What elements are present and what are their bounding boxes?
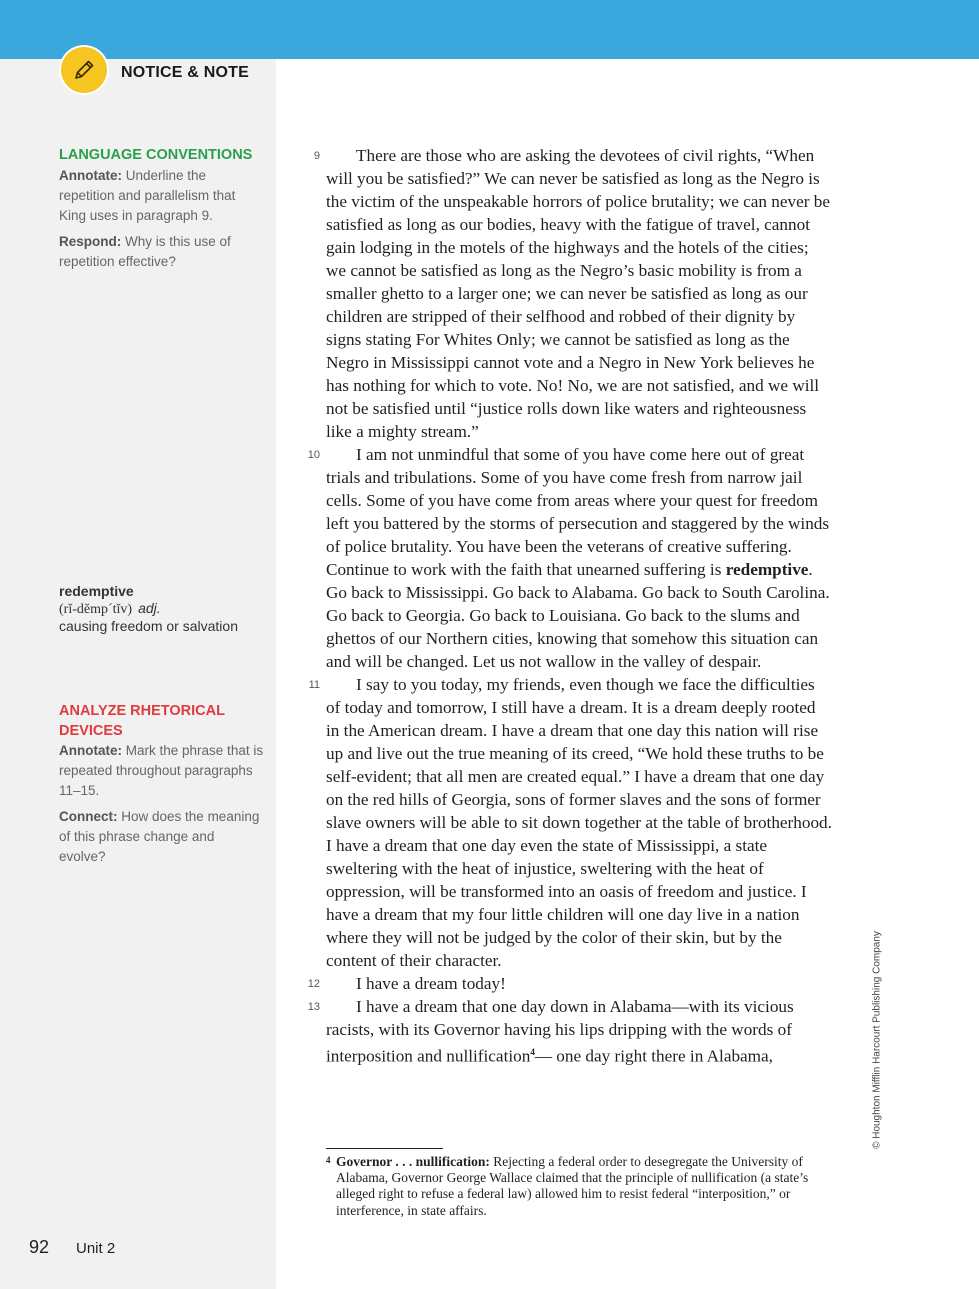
paragraph-text: . Go back to Mississippi. Go back to Alabama. Go back to South Carolina. Go back to Georgia. Go back to Louisiana. Go back to the slums and ghettos of our Northern cities, knowing that somehow this situation can and will be changed. Let us not wallow in the valley of despair. <box>326 560 830 671</box>
paragraph-number: 10 <box>307 449 320 461</box>
paragraph-number: 12 <box>307 978 320 990</box>
vocab-word: redemptive <box>59 583 134 599</box>
notice-note-title: NOTICE & NOTE <box>121 64 249 81</box>
paragraph-number: 13 <box>307 1001 320 1013</box>
vocab-pronunciation-line <box>59 600 264 619</box>
annotate-text: Underline the repetition and parallelism that King uses in paragraph 9. <box>59 167 236 223</box>
footnote <box>326 1154 831 1219</box>
vocabulary-entry <box>59 583 264 635</box>
paragraph-11 <box>308 673 832 972</box>
connect-instruction <box>59 807 264 867</box>
pencil-icon <box>71 57 97 83</box>
paragraph-text: I have a dream today! <box>356 974 506 993</box>
annotate-text: Mark the phrase that is repeated throughout paragraphs 11–15. <box>59 743 264 798</box>
paragraph-10 <box>307 443 832 673</box>
speech-text <box>307 144 832 1068</box>
annotate-label: Annotate: <box>59 167 122 183</box>
paragraph-12 <box>307 972 832 995</box>
paragraph-9 <box>313 144 832 443</box>
vocab-definition: causing freedom or salvation <box>59 618 238 634</box>
copyright-notice: © Houghton Mifflin Harcourt Publishing Company <box>871 931 883 1149</box>
paragraph-text: There are those who are asking the devotees of civil rights, “When will you be satisfied?” We can never be satisfied as long as the Negro is the victim of the unspeakable horrors of police brutality; we can never be satisfied as long as our bodies, heavy with the fatigue of travel, cannot gain lodging in the motels of the highways and the hotels of the cities; we cannot be satisfied as long as the Negro’s basic mobility is from a smaller ghetto to a larger one; we can never be satisfied as long as our children are stripped of their selfhood and robbed of their dignity by signs stating For Whites Only; we cannot be satisfied as long as the Negro in Mississippi cannot vote and a Negro in New York believes he has nothing for which to vote. No! No, we are not satisfied, and we will not be satisfied until “justice rolls down like waters and righteousness like a mighty stream.” <box>326 146 830 441</box>
footnote-divider <box>326 1148 443 1149</box>
paragraph-text: — one day right there in Alabama, <box>534 1046 773 1066</box>
vocab-pronunciation: (rĭ-dĕmp´tĭv) <box>59 601 133 617</box>
respond-text: Why is this use of repetition effective? <box>59 233 231 269</box>
paragraph-number: 9 <box>313 150 320 162</box>
respond-label: Respond: <box>59 233 122 249</box>
annotate-instruction <box>59 166 264 226</box>
annotate-label: Annotate: <box>59 743 122 758</box>
notice-note-badge <box>61 47 107 93</box>
footnote-term: Governor . . . nullification: <box>336 1154 490 1169</box>
unit-label: Unit 2 <box>76 1240 116 1257</box>
respond-instruction <box>59 232 264 272</box>
paragraph-13 <box>307 995 832 1068</box>
footnote-reference: 4 <box>530 1047 535 1057</box>
connect-text: How does the meaning of this phrase change and evolve? <box>59 809 260 864</box>
paragraph-number: 11 <box>308 679 320 691</box>
top-banner <box>0 0 979 59</box>
annotate-instruction <box>59 741 264 801</box>
footnote-number: 4 <box>326 1155 331 1165</box>
language-conventions-note <box>59 146 264 278</box>
vocab-part-of-speech: adj. <box>138 599 161 616</box>
rhetorical-devices-note <box>59 702 264 873</box>
footnote-text: Rejecting a federal order to desegregate the University of Alabama, Governor George Wallace claimed that the principle of nullification (a state’s alleged right to refuse a federal law) allowed him to resist federal “interposition,” or interference, in state affairs. <box>336 1154 809 1218</box>
paragraph-text: I have a dream that one day down in Alabama—with its vicious racists, with its Governor having his lips dripping with the words of interposition and nullification <box>326 997 794 1066</box>
language-conventions-heading: LANGUAGE CONVENTIONS <box>59 147 253 163</box>
paragraph-text: I am not unmindful that some of you have come here out of great trials and tribulations. Some of you have come fresh from narrow jail cells. Some of you have come from areas where your quest for freedom left you battered by the storms of persecution and staggered by the winds of police brutality. You have been the veterans of creative suffering. Continue to work with the faith that unearned suffering is <box>326 445 830 579</box>
connect-label: Connect: <box>59 809 118 824</box>
page-number: 92 <box>29 1237 50 1257</box>
vocab-highlight: redemptive <box>725 560 809 579</box>
paragraph-text: I say to you today, my friends, even though we face the difficulties of today and tomorrow, I still have a dream. It is a dream deeply rooted in the American dream. I have a dream that one day this nation will rise up and live out the true meaning of its creed, “We hold these truths to be self-evident; that all men are created equal.” I have a dream that one day on the red hills of Georgia, sons of former slaves and the sons of former slave owners will be able to sit down together at the table of brotherhood. I have a dream that one day even the state of Mississippi, a state sweltering with the heat of injustice, sweltering with the heat of oppression, will be transformed into an oasis of freedom and justice. I have a dream that my four little children will one day live in a nation where they will not be judged by the color of their skin, but by the content of their character. <box>326 675 832 970</box>
rhetorical-devices-heading: ANALYZE RHETORICAL DEVICES <box>59 703 225 739</box>
